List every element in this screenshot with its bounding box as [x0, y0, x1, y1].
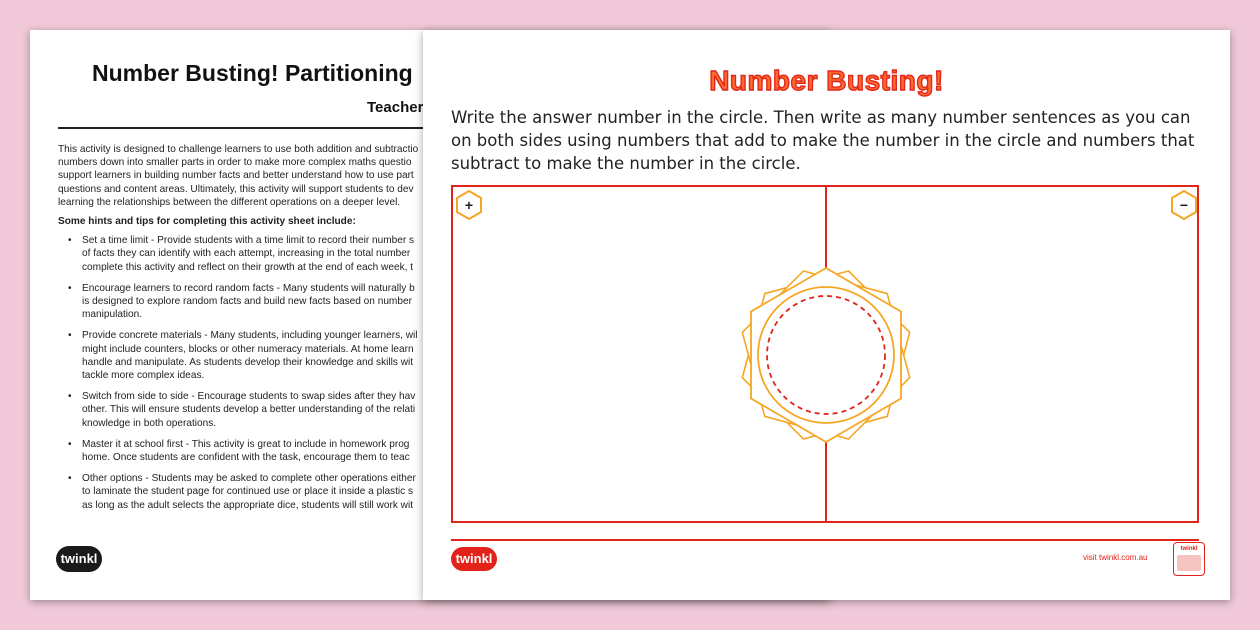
- tip-line: Encourage learners to record random facts - Many students will naturally b: [82, 282, 415, 294]
- hints-heading: Some hints and tips for completing this activity sheet include:: [58, 216, 356, 228]
- footer-divider: [451, 539, 1199, 541]
- intro-line: numbers down into smaller parts in order to make more complex maths questio: [58, 157, 412, 169]
- tip-line: home. Once students are confident with the task, encourage them to teac: [82, 452, 410, 464]
- activity-instructions: Write the answer number in the circle. Then write as many number sentences as you can on both sides using numbers that add to make the number in the circle and numbers that subtract to make the number in the circle.: [451, 108, 1195, 173]
- answer-circle-emblem: [733, 262, 919, 448]
- tip-line: handle and manipulate. As students develop their knowledge and skills wit: [82, 356, 414, 368]
- addition-hexagon-icon: [455, 190, 483, 220]
- tip-line: tackle more complex ideas.: [82, 370, 205, 382]
- tip-line: knowledge in both operations.: [82, 417, 217, 429]
- badge-label: twinkl: [1180, 546, 1198, 552]
- tip-line: Provide concrete materials - Many students, including younger learners, wil: [82, 330, 418, 342]
- addition-symbol: +: [464, 197, 474, 213]
- tip-line: Set a time limit - Provide students with a time limit to record their number s: [82, 235, 415, 247]
- website-text: visit twinkl.com.au: [1083, 553, 1148, 562]
- intro-line: support learners in building number facts and better understand how to use part: [58, 170, 414, 182]
- tip-line: Switch from side to side - Encourage students to swap sides after they hav: [82, 391, 416, 403]
- teacher-page-title: Number Busting! Partitioning: [92, 60, 413, 86]
- teacher-page-subtitle: Teacher: [367, 99, 424, 116]
- badge-block: [1177, 555, 1201, 571]
- student-activity-page: [423, 30, 1230, 600]
- tip-line: complete this activity and reflect on their growth at the end of each week, t: [82, 261, 414, 273]
- activity-heading: Number Busting!: [709, 65, 944, 96]
- tip-line: other. This will ensure students develop a better understanding of the relati: [82, 404, 416, 416]
- subtraction-hexagon-icon: [1170, 190, 1198, 220]
- twinkl-logo: twinkl: [451, 547, 497, 571]
- tip-line: to laminate the student page for continued use or place it inside a plastic s: [82, 486, 414, 498]
- tip-line: Master it at school first - This activity is great to include in homework prog: [82, 438, 410, 450]
- intro-line: questions and content areas. Ultimately, this activity will support students to dev: [58, 183, 414, 195]
- tip-line: Other options - Students may be asked to complete other operations either: [82, 473, 416, 485]
- intro-line: learning the relationships between the different operations on a deeper level.: [58, 196, 401, 208]
- tip-line: might include counters, blocks or other numeracy materials. At home learn: [82, 343, 414, 355]
- twinkl-logo: twinkl: [56, 546, 102, 572]
- subtraction-symbol: −: [1179, 197, 1189, 213]
- tip-line: manipulation.: [82, 309, 143, 321]
- intro-line: This activity is designed to challenge learners to use both addition and subtractio: [58, 144, 419, 155]
- quality-badge-icon: [1173, 542, 1205, 576]
- tip-line: of facts they can identify with each attempt, increasing in the total number: [82, 248, 411, 260]
- tip-line: as long as the adult selects the appropriate dice, students will still work wit: [82, 499, 414, 511]
- tip-line: is designed to explore random facts and build new facts based on number: [82, 296, 412, 308]
